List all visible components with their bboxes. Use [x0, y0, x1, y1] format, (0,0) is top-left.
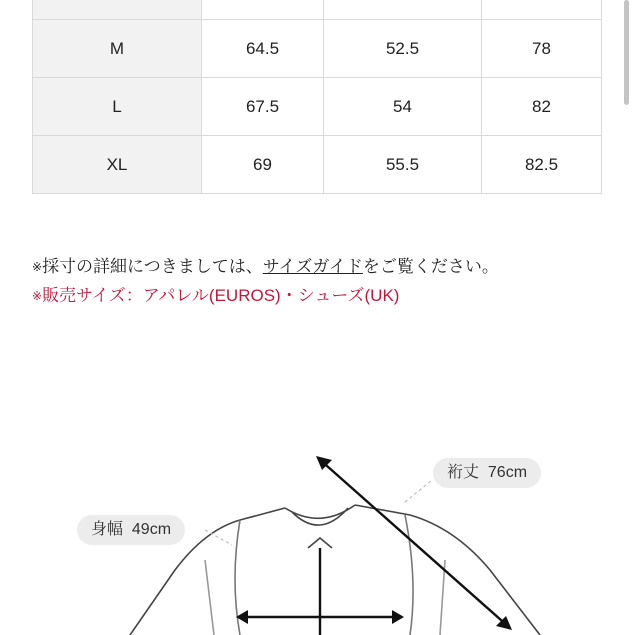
note-mark: ※	[32, 289, 43, 303]
value-cell: 64.5	[202, 20, 324, 78]
value-cell: 52.5	[324, 20, 482, 78]
size-cell	[33, 0, 202, 20]
size-table	[32, 0, 602, 194]
value-cell: 82.5	[482, 136, 602, 194]
table-row	[33, 78, 602, 136]
value-cell: 82	[482, 78, 602, 136]
value-cell: 54	[324, 78, 482, 136]
note-text: をご覧ください。	[362, 257, 499, 276]
value-cell: 55.5	[324, 136, 482, 194]
sleeve-length-label	[433, 458, 541, 488]
size-cell: M	[33, 20, 202, 78]
size-cell: XL	[33, 136, 202, 194]
note-text: 採寸の詳細につきましては、	[42, 257, 263, 276]
size-guide-note	[32, 256, 499, 278]
size-guide-link[interactable]: サイズガイド	[262, 257, 363, 276]
sleeve-length-value: 76cm	[487, 464, 528, 481]
note-text: 販売サイズ：アパレル(EUROS)・シューズ(UK)	[42, 286, 400, 305]
value-cell	[482, 0, 602, 20]
table-row	[33, 20, 602, 78]
value-cell	[324, 0, 482, 20]
body-width-name: 身幅	[91, 521, 124, 538]
sales-size-note	[32, 285, 399, 307]
sweatshirt-outline	[130, 505, 540, 635]
value-cell: 78	[482, 20, 602, 78]
size-cell: L	[33, 78, 202, 136]
body-width-value: 49cm	[131, 521, 172, 538]
scrollbar[interactable]	[624, 0, 629, 105]
table-row	[33, 136, 602, 194]
value-cell: 67.5	[202, 78, 324, 136]
value-cell	[202, 0, 324, 20]
note-mark: ※	[32, 260, 43, 274]
body-width-label	[77, 515, 185, 545]
table-row	[33, 0, 602, 20]
value-cell: 69	[202, 136, 324, 194]
sleeve-length-name: 裄丈	[447, 464, 480, 481]
